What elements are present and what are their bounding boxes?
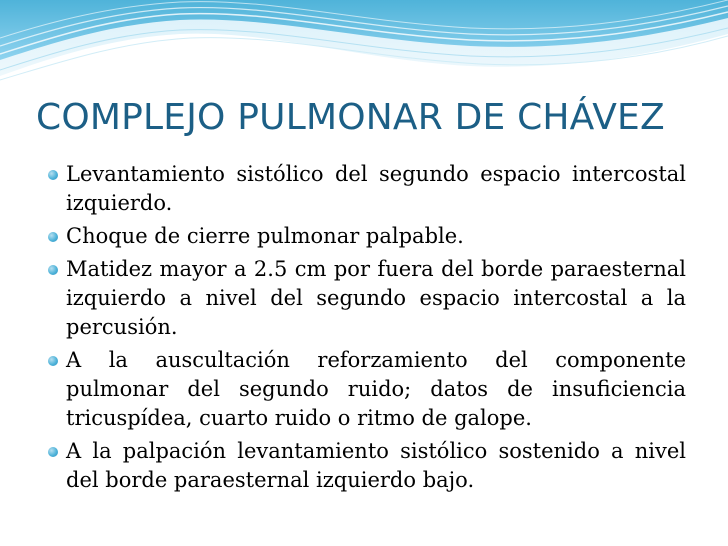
list-item	[46, 255, 686, 342]
round-bullet-icon	[48, 265, 58, 275]
list-item	[46, 222, 686, 251]
bullet-text: Choque de cierre pulmonar palpable.	[66, 224, 464, 248]
round-bullet-icon	[48, 356, 58, 366]
bullet-text: Matidez mayor a 2.5 cm por fuera del borde paraesternal izquierdo a nivel del segundo espacio intercostal a la percusión.	[66, 257, 686, 339]
bullet-list	[46, 160, 686, 499]
slide-title: COMPLEJO PULMONAR DE CHÁVEZ	[36, 97, 665, 138]
wave-decoration-icon	[0, 0, 728, 100]
round-bullet-icon	[48, 170, 58, 180]
bullet-text: Levantamiento sistólico del segundo espacio intercostal izquierdo.	[66, 162, 686, 215]
list-item	[46, 437, 686, 495]
list-item	[46, 160, 686, 218]
list-item	[46, 346, 686, 433]
round-bullet-icon	[48, 232, 58, 242]
bullet-text: A la palpación levantamiento sistólico sostenido a nivel del borde paraesternal izquierdo bajo.	[66, 439, 686, 492]
bullet-text: A la auscultación reforzamiento del componente pulmonar del segundo ruido; datos de insuficiencia tricuspídea, cuarto ruido o ritmo de galope.	[66, 348, 686, 430]
round-bullet-icon	[48, 447, 58, 457]
